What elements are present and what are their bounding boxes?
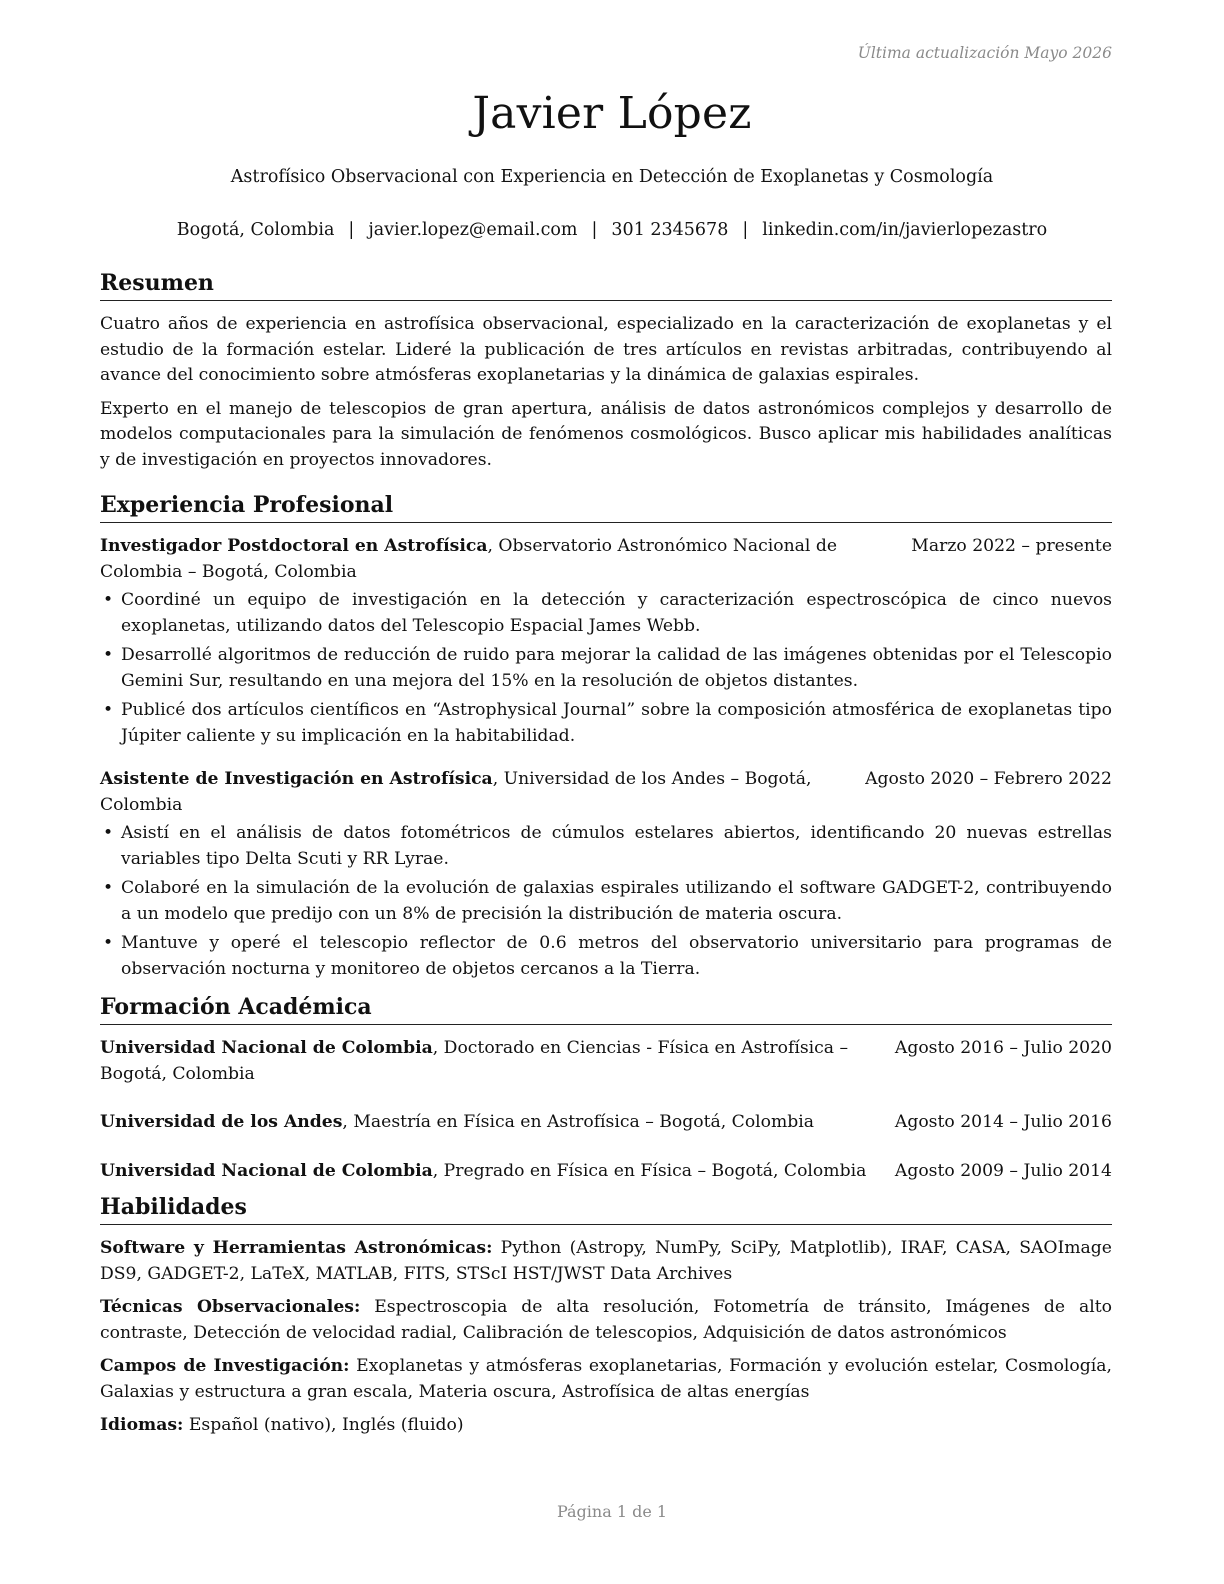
contact-separator: |	[591, 220, 598, 240]
job-organization: , Universidad de los Andes – Bogotá, Colombia	[100, 769, 812, 815]
summary-paragraph: Cuatro años de experiencia en astrofísica observacional, especializado en la caracterización de exoplanetas y el estudio de la formación estelar. Lideré la publicación de tres artículos en revistas arbitradas, contribuyendo al avance del conocimiento sobre atmósferas exoplanetarias y la dinámica de galaxias espirales.	[100, 314, 1112, 385]
job-organization: , Observatorio Astronómico Nacional de Colombia – Bogotá, Colombia	[100, 536, 838, 582]
bullet-icon: •	[103, 878, 114, 898]
bullet-text: Coordiné un equipo de investigación en la detección y caracterización espectroscópica de cinco nuevos exoplanetas, utilizando datos del Telescopio Espacial James Webb.	[121, 590, 1112, 636]
summary-section	[100, 268, 1112, 473]
job-bullets	[100, 821, 1112, 982]
contact-location: Bogotá, Colombia	[176, 220, 335, 240]
skill-label: Campos de Investigación:	[100, 1356, 350, 1376]
bullet-icon: •	[103, 645, 114, 665]
education-entry	[100, 1036, 1112, 1087]
education-entry	[100, 1159, 1112, 1185]
degree-detail: , Maestría en Física en Astrofísica – Bogotá, Colombia	[342, 1112, 815, 1132]
bullet-icon: •	[103, 823, 114, 843]
skill-line	[100, 1413, 1112, 1439]
institution-name: Universidad Nacional de Colombia	[100, 1160, 433, 1181]
list-item	[100, 931, 1112, 982]
skill-label: Técnicas Observacionales:	[100, 1297, 361, 1317]
bullet-text: Colaboré en la simulación de la evolución de galaxias espirales utilizando el software GADGET-2, contribuyendo a un modelo que predijo con un 8% de precisión la distribución de materia oscura.	[121, 878, 1112, 924]
bullet-text: Publicé dos artículos científicos en “Astrophysical Journal” sobre la composición atmosférica de exoplanetas tipo Júpiter caliente y su implicación en la habitabilidad.	[121, 700, 1112, 746]
skill-line	[100, 1354, 1112, 1405]
experience-entry	[100, 534, 1112, 749]
institution-name: Universidad de los Andes	[100, 1112, 343, 1132]
skill-text: Exoplanetas y atmósferas exoplanetarias, Formación y evolución estelar, Cosmología, Galaxias y estructura a gran escala, Materia oscura, Astrofísica de altas energías	[100, 1356, 1112, 1402]
section-title-education: Formación Académica	[100, 992, 1112, 1025]
list-item	[100, 643, 1112, 694]
section-title-summary: Resumen	[100, 268, 1112, 301]
skill-text: Español (nativo), Inglés (fluido)	[183, 1415, 464, 1435]
summary-paragraph: Experto en el manejo de telescopios de gran apertura, análisis de datos astronómicos complejos y desarrollo de modelos computacionales para la simulación de fenómenos cosmológicos. Busco aplicar mis habilidades analíticas y de investigación en proyectos innovadores.	[100, 398, 1112, 470]
list-item	[100, 698, 1112, 749]
list-item	[100, 876, 1112, 927]
skill-text: Python (Astropy, NumPy, SciPy, Matplotlib), IRAF, CASA, SAOImage DS9, GADGET-2, LaTeX, MATLAB, FITS, STScI HST/JWST Data Archives	[100, 1238, 1112, 1284]
bullet-text: Desarrollé algoritmos de reducción de ruido para mejorar la calidad de las imágenes obtenidas por el Telescopio Gemini Sur, resultando en una mejora del 15% en la resolución de objetos distantes.	[121, 645, 1112, 691]
education-dates: Agosto 2014 – Julio 2016	[894, 1112, 1112, 1132]
skill-label: Software y Herramientas Astronómicas:	[100, 1238, 493, 1258]
experience-entry	[100, 767, 1112, 982]
bullet-text: Mantuve y operé el telescopio reflector de 0.6 metros del observatorio universitario para programas de observación nocturna y monitoreo de objetos cercanos a la Tierra.	[121, 933, 1112, 979]
degree-detail: , Doctorado en Ciencias - Física en Astrofísica – Bogotá, Colombia	[100, 1038, 849, 1084]
resume-body	[100, 268, 1112, 1447]
contact-phone: 301 2345678	[611, 220, 729, 240]
section-title-skills: Habilidades	[100, 1192, 1112, 1225]
contact-email[interactable]: javier.lopez@email.com	[368, 220, 578, 240]
job-bullets	[100, 588, 1112, 749]
contact-separator: |	[742, 220, 749, 240]
experience-entry-header	[100, 767, 1112, 818]
education-section	[100, 992, 1112, 1184]
last-updated: Última actualización Mayo 2026	[857, 44, 1112, 62]
section-title-experience: Experiencia Profesional	[100, 490, 1112, 523]
experience-entry-header	[100, 534, 1112, 585]
contact-separator: |	[348, 220, 355, 240]
skills-section	[100, 1192, 1112, 1439]
list-item	[100, 588, 1112, 639]
skill-line	[100, 1236, 1112, 1287]
job-role: Investigador Postdoctoral en Astrofísica	[100, 536, 488, 556]
list-item	[100, 821, 1112, 872]
education-dates: Agosto 2009 – Julio 2014	[894, 1160, 1112, 1181]
person-name: Javier López	[472, 88, 752, 139]
skill-label: Idiomas:	[100, 1415, 184, 1435]
skill-text: Espectroscopia de alta resolución, Fotometría de tránsito, Imágenes de alto contraste, Detección de velocidad radial, Calibración de telescopios, Adquisición de datos astronómicos	[100, 1297, 1112, 1343]
job-dates: Marzo 2022 – presente	[911, 536, 1112, 556]
contact-line	[0, 220, 1224, 240]
bullet-text: Asistí en el análisis de datos fotométricos de cúmulos estelares abiertos, identificando 20 nuevas estrellas variables tipo Delta Scuti y RR Lyrae.	[121, 823, 1112, 869]
job-dates: Agosto 2020 – Febrero 2022	[865, 769, 1112, 789]
headline: Astrofísico Observacional con Experiencia en Detección de Exoplanetas y Cosmología	[230, 167, 994, 187]
education-entry	[100, 1110, 1112, 1136]
job-role: Asistente de Investigación en Astrofísica	[100, 769, 493, 789]
page-number: Página 1 de 1	[556, 1502, 668, 1521]
experience-section	[100, 490, 1112, 982]
skill-line	[100, 1295, 1112, 1346]
bullet-icon: •	[103, 933, 114, 953]
contact-linkedin[interactable]: linkedin.com/in/javierlopezastro	[762, 220, 1048, 240]
bullet-icon: •	[103, 700, 114, 720]
education-dates: Agosto 2016 – Julio 2020	[894, 1038, 1112, 1058]
bullet-icon: •	[103, 590, 114, 610]
institution-name: Universidad Nacional de Colombia	[100, 1038, 433, 1058]
degree-detail: , Pregrado en Física en Física – Bogotá, Colombia	[432, 1160, 867, 1181]
